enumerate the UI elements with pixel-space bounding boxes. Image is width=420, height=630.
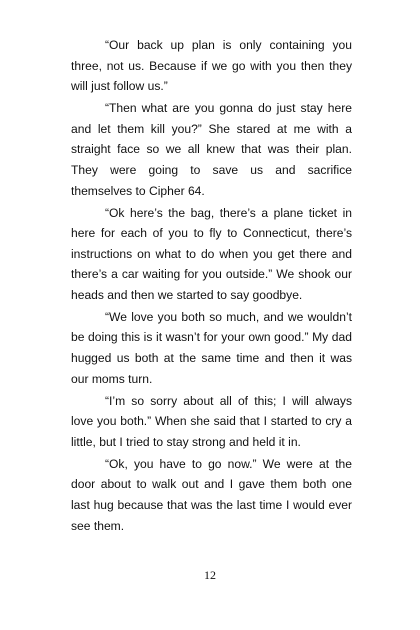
page-number: 12 bbox=[204, 568, 216, 582]
paragraph: “Ok, you have to go now.” We were at the door about to walk out and I gave them both one last hug because that was the last time I would ever see them. bbox=[71, 456, 352, 533]
body-text bbox=[71, 35, 352, 538]
paragraph: “Ok here’s the bag, there’s a plane ticket in here for each of you to fly to Connecticut, there’s instructions on what to do when you get there and there’s a car waiting for you outside.” We shook our heads and then we started to say goodbye. bbox=[71, 205, 352, 302]
paragraph: “Our back up plan is only containing you three, not us. Because if we go with you then they will just follow us.” bbox=[71, 38, 352, 94]
paragraph: “Then what are you gonna do just stay here and let them kill you?” She stared at me with a straight face so we all knew that was their plan. They were going to save us and sacrifice themselves to Cipher 64. bbox=[71, 101, 352, 198]
paragraph: “I’m so sorry about all of this; I will always love you both.” When she said that I started to cry a little, but I tried to stay strong and held it in. bbox=[71, 393, 352, 449]
paragraph: “We love you both so much, and we wouldn’t be doing this is it wasn’t for your own good.” My dad hugged us both at the same time and then it was our moms turn. bbox=[71, 309, 352, 386]
